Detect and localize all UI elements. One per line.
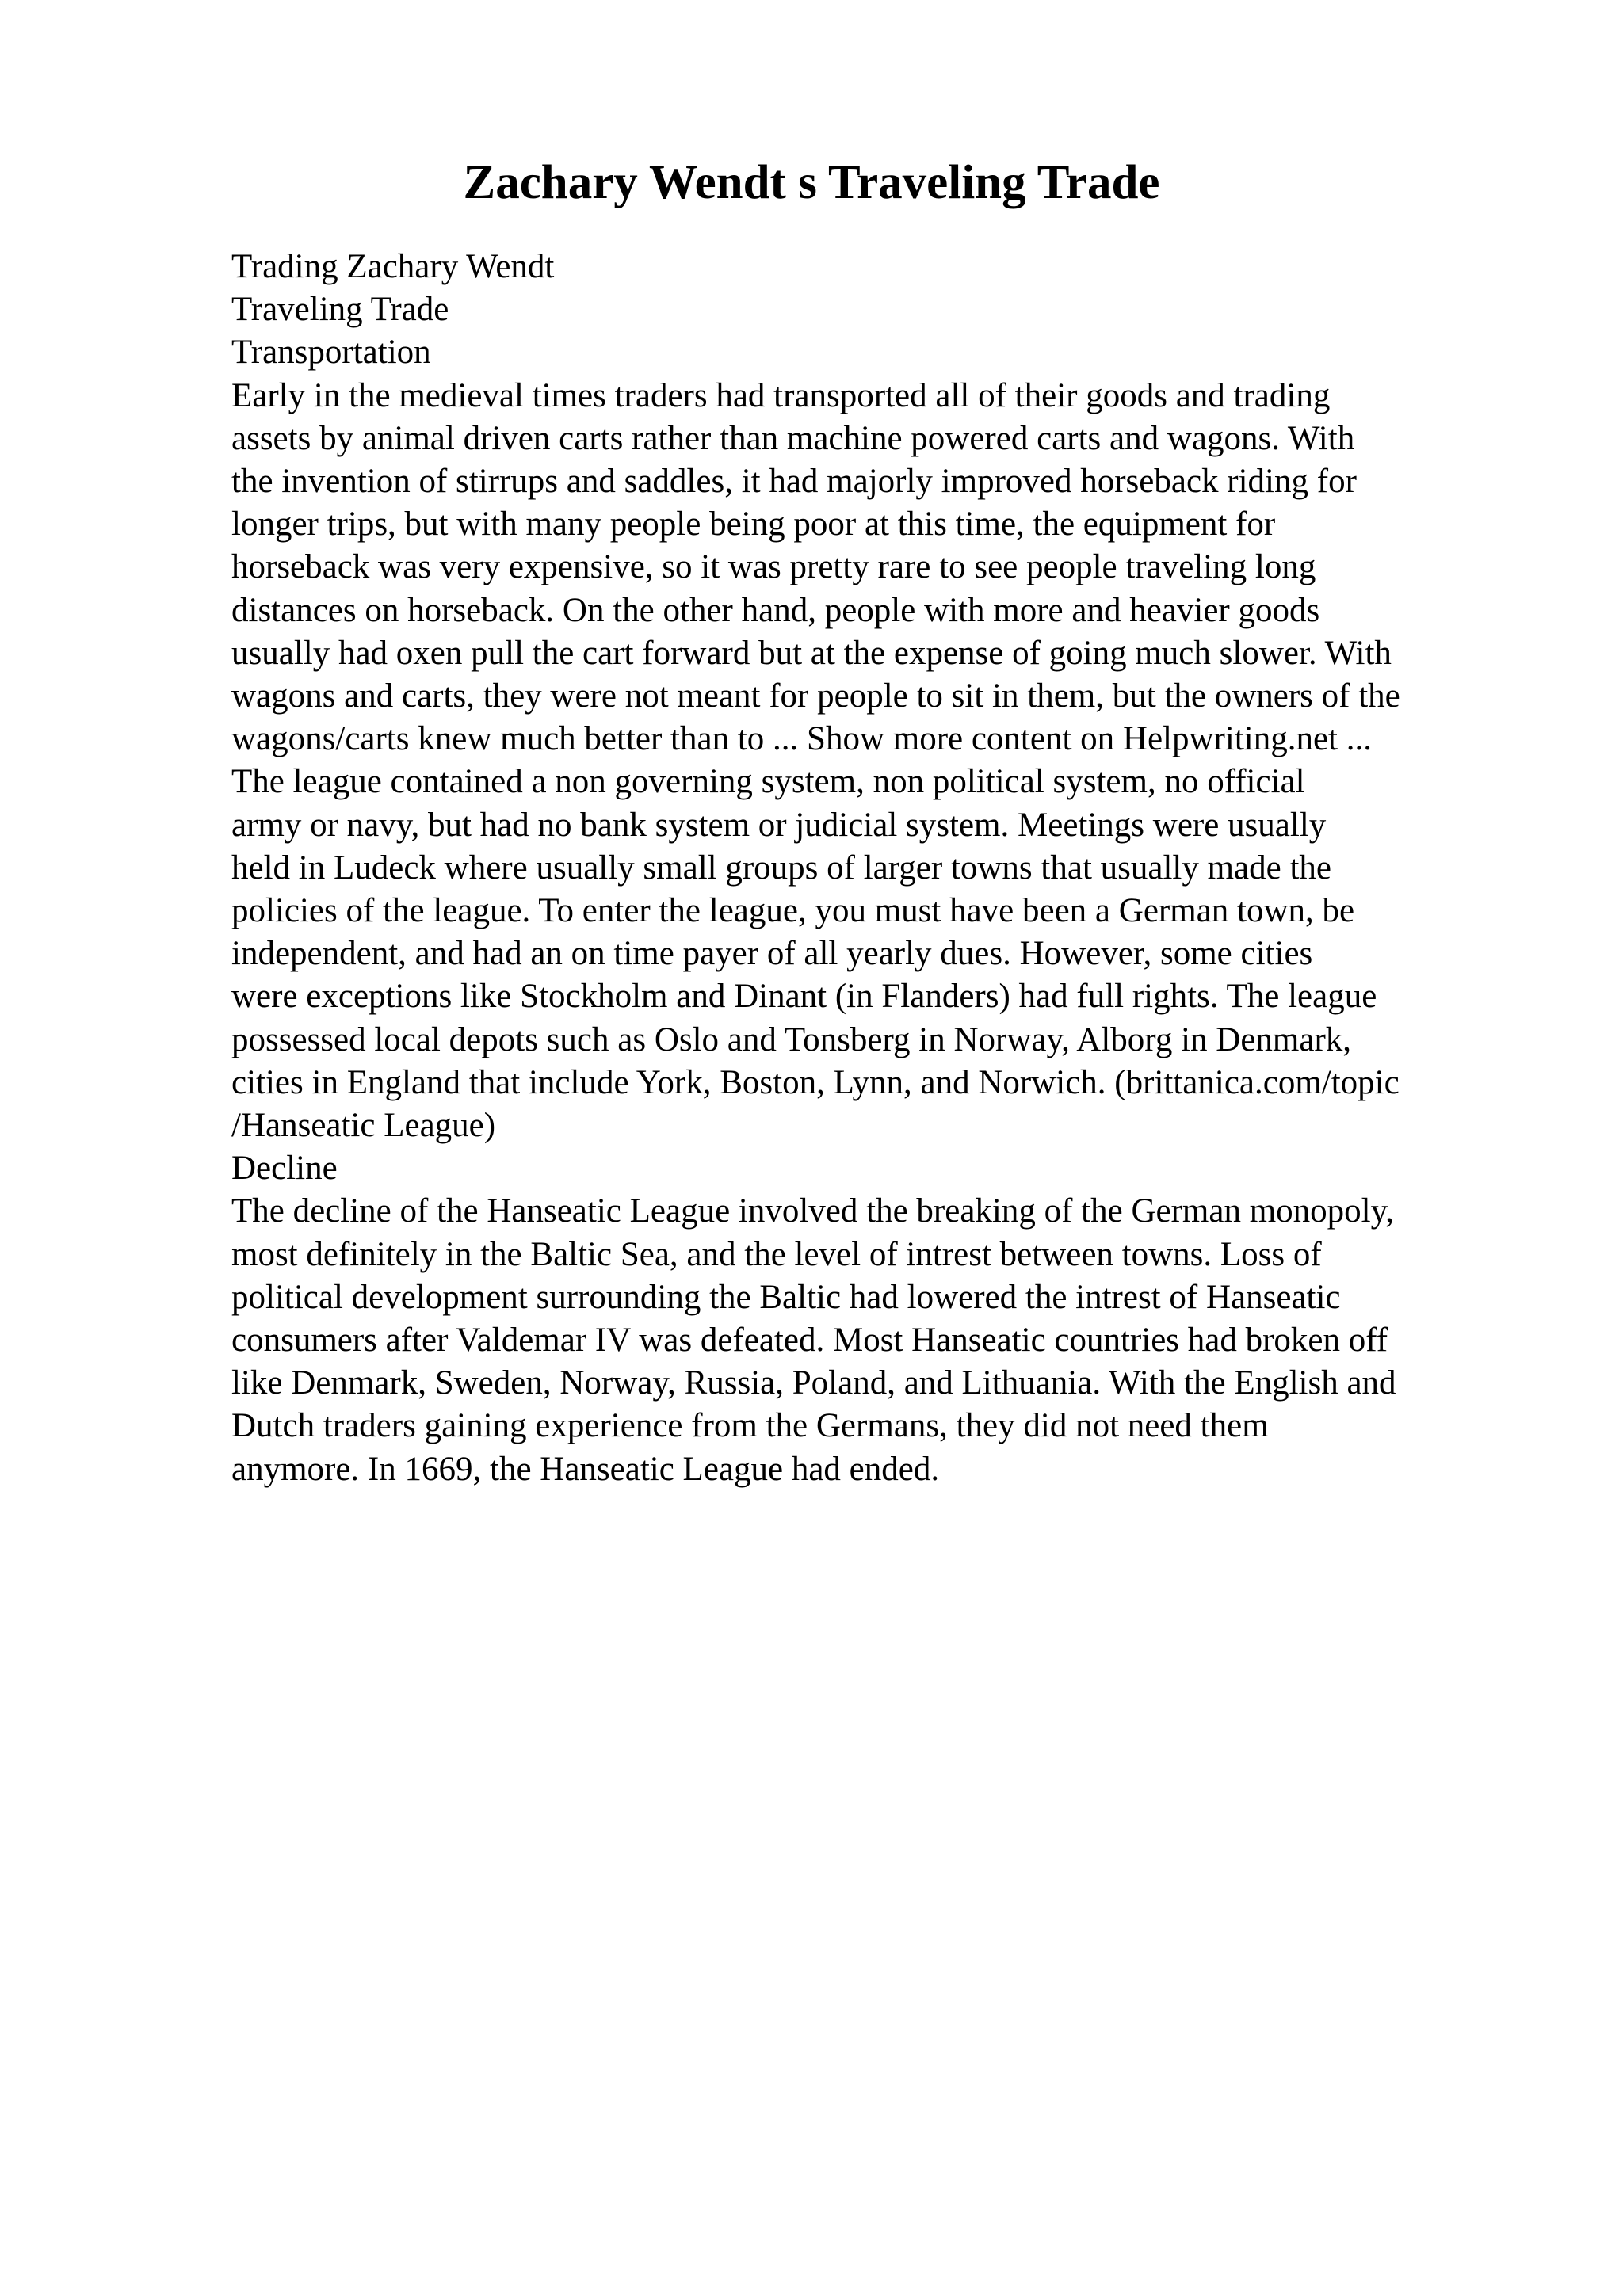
body-line: were exceptions like Stockholm and Dinant (in Flanders) had full rights. The league [231, 978, 1377, 1016]
body-line: Traveling Trade [231, 291, 449, 329]
body-line: usually had oxen pull the cart forward but at the expense of going much slower. With [231, 634, 1392, 672]
body-line: the invention of stirrups and saddles, it had majorly improved horseback riding for [231, 463, 1357, 501]
body-line: /Hanseatic League) [231, 1107, 496, 1145]
body-line: anymore. In 1669, the Hanseatic League had ended. [231, 1450, 940, 1488]
body-line: Dutch traders gaining experience from the Germans, they did not need them [231, 1407, 1269, 1445]
body-line: wagons and carts, they were not meant for people to sit in them, but the owners of the [231, 677, 1400, 715]
document-title: Zachary Wendt s Traveling Trade [463, 156, 1160, 209]
body-line: army or navy, but had no bank system or judicial system. Meetings were usually [231, 806, 1327, 844]
body-line: wagons/carts knew much better than to ... Show more content on Helpwriting.net ... [231, 720, 1372, 758]
body-line: possessed local depots such as Oslo and Tonsberg in Norway, Alborg in Denmark, [231, 1020, 1352, 1058]
body-line: held in Ludeck where usually small groups of larger towns that usually made the [231, 849, 1332, 887]
body-line: horseback was very expensive, so it was pretty rare to see people traveling long [231, 548, 1316, 586]
document-body [231, 246, 1531, 1491]
body-line: The decline of the Hanseatic League involved the breaking of the German monopoly, [231, 1192, 1395, 1230]
body-line: Early in the medieval times traders had transported all of their goods and trading [231, 376, 1331, 414]
body-line: Decline [231, 1150, 338, 1188]
body-line: Transportation [231, 334, 431, 372]
body-line: Trading Zachary Wendt [231, 248, 555, 285]
body-line: longer trips, but with many people being poor at this time, the equipment for [231, 505, 1276, 543]
body-line: policies of the league. To enter the league, you must have been a German town, be [231, 892, 1355, 930]
body-line: political development surrounding the Baltic had lowered the intrest of Hanseatic [231, 1278, 1341, 1316]
body-line: like Denmark, Sweden, Norway, Russia, Poland, and Lithuania. With the English and [231, 1364, 1396, 1402]
body-line: consumers after Valdemar IV was defeated. Most Hanseatic countries had broken off [231, 1322, 1388, 1360]
body-line: cities in England that include York, Boston, Lynn, and Norwich. (brittanica.com/topic [231, 1063, 1400, 1101]
body-line: distances on horseback. On the other hand, people with more and heavier goods [231, 591, 1320, 629]
body-line: independent, and had an on time payer of all yearly dues. However, some cities [231, 935, 1313, 973]
body-line: most definitely in the Baltic Sea, and the level of intrest between towns. Loss of [231, 1235, 1322, 1273]
body-line: assets by animal driven carts rather than machine powered carts and wagons. With [231, 419, 1355, 457]
body-line: The league contained a non governing system, non political system, no official [231, 763, 1305, 801]
